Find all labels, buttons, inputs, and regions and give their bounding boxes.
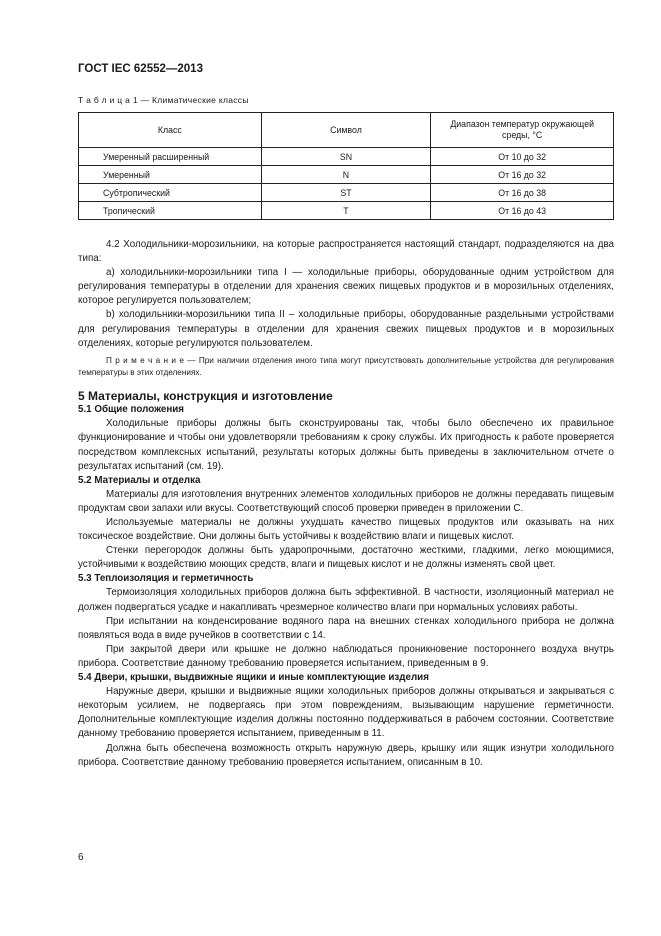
table-cell-symbol: SN — [261, 148, 431, 166]
column-header-temperature-range: Диапазон температур окружающей среды, °С — [431, 113, 614, 148]
subsection-5-3-heading: 5.3 Теплоизоляция и герметичность — [78, 573, 254, 585]
table-row — [79, 148, 614, 166]
clause-4-2-item-a: a) холодильники-морозильники типа I — холодильные приборы, оборудованные одним устройством для регулирования температуры в отделении для хранения свежих пищевых продуктов и в морозильных отделениях, которое регулируется пользователем; — [78, 267, 614, 307]
body-text — [78, 238, 614, 770]
table-cell-symbol: ST — [261, 184, 431, 202]
note — [78, 355, 614, 379]
table-cell-range: От 16 до 32 — [431, 166, 614, 184]
climate-classes-table — [78, 112, 614, 220]
document-header: ГОСТ IEC 62552—2013 — [78, 63, 203, 75]
paragraph: При испытании на конденсирование водяного пара на внешних стенках холодильного прибора не должна появляться вода в виде ручейков в соответствии с 14. — [78, 615, 614, 641]
paragraph: Термоизоляция холодильных приборов должна быть эффективной. В частности, изоляционный материал не должен подвергаться усадке и накапливать чрезмерное количество влаги при нормальных условиях работы. — [78, 587, 614, 613]
note-text: При наличии отделения иного типа могут присутствовать дополнительные устройства для регулирования температуры в этих отделениях. — [78, 355, 614, 377]
section-5-heading: 5 Материалы, конструкция и изготовление — [78, 389, 333, 404]
table-cell-class: Субтропический — [79, 184, 262, 202]
table-row — [79, 184, 614, 202]
table-caption-label: Т а б л и ц а — [78, 95, 131, 105]
note-label: П р и м е ч а н и е — — [106, 355, 196, 365]
table-cell-symbol: T — [261, 202, 431, 220]
table-cell-symbol: N — [261, 166, 431, 184]
paragraph: При закрытой двери или крышке не должно наблюдаться проникновение постороннего воздуха внутрь прибора. Соответствие данному требованию проверяется испытанием, приведенным в 9. — [78, 643, 614, 669]
table-cell-class: Умеренный — [79, 166, 262, 184]
table-cell-class: Умеренный расширенный — [79, 148, 262, 166]
subsection-5-4-heading: 5.4 Двери, крышки, выдвижные ящики и иные комплектующие изделия — [78, 672, 429, 684]
clause-4-2-item-b: b) холодильники-морозильники типа II – холодильные приборы, оборудованные раздельными устройствами для регулирования температуры в отделении для хранения свежих пищевых продуктов и в морозильных отделениях, которые регулируются пользователем. — [78, 309, 614, 349]
page-number: 6 — [78, 852, 84, 863]
paragraph: Холодильные приборы должны быть сконструированы так, чтобы было обеспечено их правильное функционирование и чтобы они удовлетворяли требованиям к сроку службы. Их пригодность к работе проверяется посредством комплексных испытаний, результаты которых должны быть приведены в заключительном отчете о результатах испытаний (см. 19). — [78, 418, 614, 472]
table-caption-title: 1 — Климатические классы — [132, 95, 249, 105]
column-header-class: Класс — [79, 113, 262, 148]
subsection-5-2-heading: 5.2 Материалы и отделка — [78, 474, 201, 486]
paragraph: Материалы для изготовления внутренних элементов холодильных приборов не должны передавать пищевым продуктам свои запахи или вкусы. Соответствующий способ проверки приведен в приложении С. — [78, 488, 614, 514]
table-cell-class: Тропический — [79, 202, 262, 220]
table-header-row — [79, 113, 614, 148]
table-cell-range: От 10 до 32 — [431, 148, 614, 166]
table-row — [79, 166, 614, 184]
subsection-5-1-heading: 5.1 Общие положения — [78, 404, 185, 416]
table-cell-range: От 16 до 43 — [431, 202, 614, 220]
table-caption — [78, 95, 249, 105]
paragraph: Стенки перегородок должны быть ударопрочными, достаточно жесткими, гладкими, легко моющимися, устойчивыми к воздействию моющих средств, влаги и пищевых кислот и не должны изменять свой цвет. — [78, 545, 614, 571]
clause-4-2-intro: 4.2 Холодильники-морозильники, на которые распространяется настоящий стандарт, подразделяются на два типа: — [78, 239, 614, 265]
table-row — [79, 202, 614, 220]
paragraph: Используемые материалы не должны ухудшать качество пищевых продуктов или оказывать на них токсическое воздействие. Они должны быть устойчивы к воздействию влаги и пищевых кислот. — [78, 517, 614, 543]
column-header-symbol: Символ — [261, 113, 431, 148]
paragraph: Должна быть обеспечена возможность открыть наружную дверь, крышку или ящик изнутри холодильного прибора. Соответствие данному требованию проверяется испытанием, описанным в 10. — [78, 742, 614, 768]
table-cell-range: От 16 до 38 — [431, 184, 614, 202]
paragraph: Наружные двери, крышки и выдвижные ящики холодильных приборов должны открываться и закрываться с некоторым усилием, не подвергаясь при этом повреждениям, вызывающим нарушение герметичности. Дополнительные комплектующие изделия должны постоянно поддерживаться в рабочем состоянии. Соответствие данному требованию проверяется испытанием, приведенным в 11. — [78, 686, 614, 740]
